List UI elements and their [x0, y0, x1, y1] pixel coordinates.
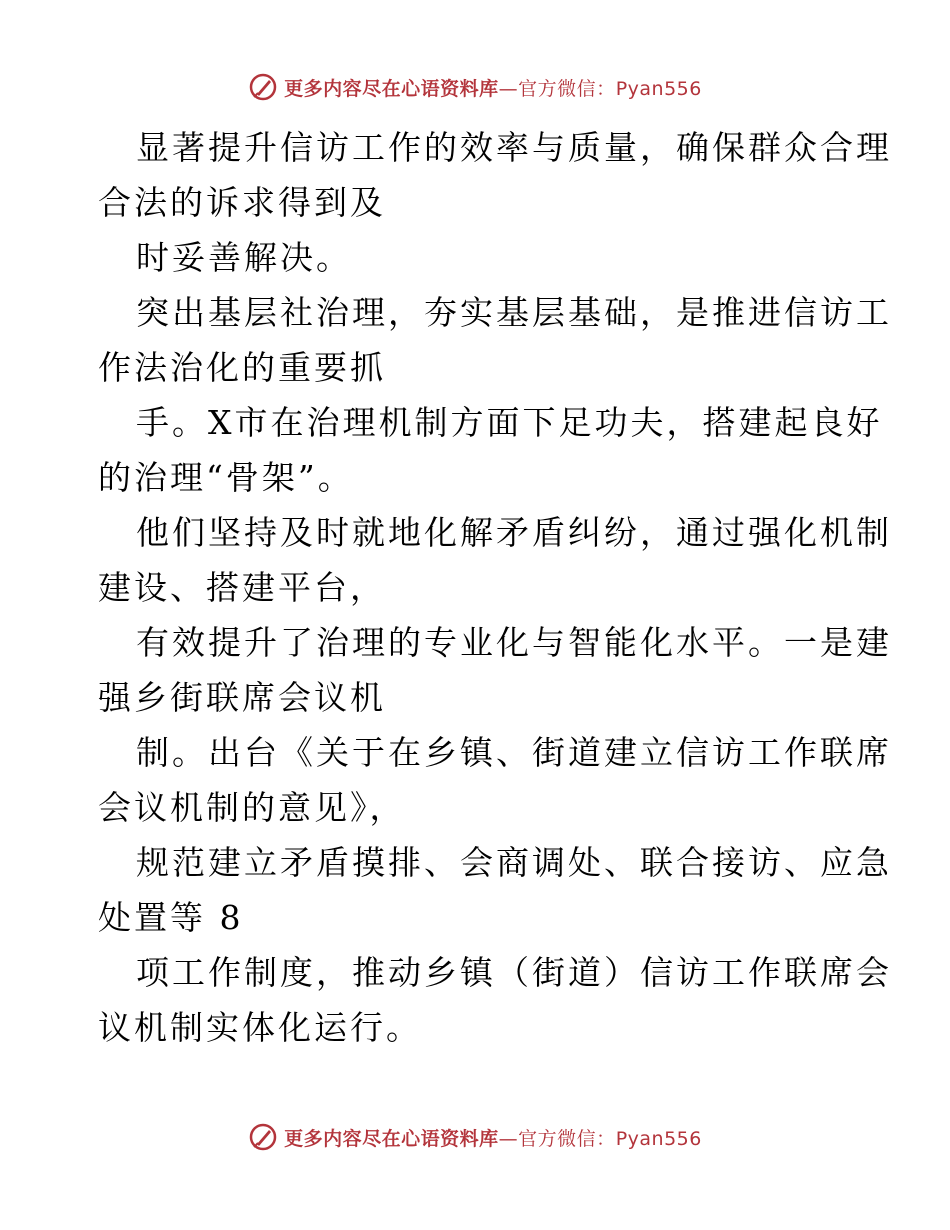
header-banner-text: 更多内容尽在心语资料库—官方微信：Pyan556 [284, 77, 702, 100]
text-line: 作法治化的重要抓 [98, 348, 386, 387]
text-line: 手。X市在治理机制方面下足功夫，搭建起良好 [136, 403, 883, 442]
text-line: 议机制实体化运行。 [98, 1008, 422, 1047]
text-line: 的治理“骨架”。 [98, 458, 354, 497]
document-body [98, 120, 892, 1055]
text-line: 建设、搭建平台， [98, 568, 386, 607]
text-line: 制。出台《关于在乡镇、街道建立信访工作联席 [136, 733, 892, 772]
text-line: 显著提升信访工作的效率与质量，确保群众合理 [136, 128, 892, 167]
text-line: 会议机制的意见》， [98, 788, 406, 827]
text-line: 项工作制度，推动乡镇（街道）信访工作联席会 [136, 953, 892, 992]
header-watermark-banner [0, 72, 950, 102]
footer-watermark-banner [0, 1122, 950, 1152]
footer-banner-text: 更多内容尽在心语资料库—官方微信：Pyan556 [284, 1127, 702, 1150]
text-line: 时妥善解决。 [136, 238, 352, 277]
text-line: 有效提升了治理的专业化与智能化水平。一是建 [136, 623, 892, 662]
text-line: 合法的诉求得到及 [98, 183, 386, 222]
text-line: 强乡街联席会议机 [98, 678, 386, 717]
text-line: 处置等 8 [98, 898, 244, 937]
text-line: 规范建立矛盾摸排、会商调处、联合接访、应急 [136, 843, 892, 882]
text-line: 他们坚持及时就地化解矛盾纠纷，通过强化机制 [136, 513, 892, 552]
quill-logo-icon [248, 1122, 278, 1152]
text-line: 突出基层社治理，夯实基层基础，是推进信访工 [136, 293, 892, 332]
quill-logo-icon [248, 72, 278, 102]
